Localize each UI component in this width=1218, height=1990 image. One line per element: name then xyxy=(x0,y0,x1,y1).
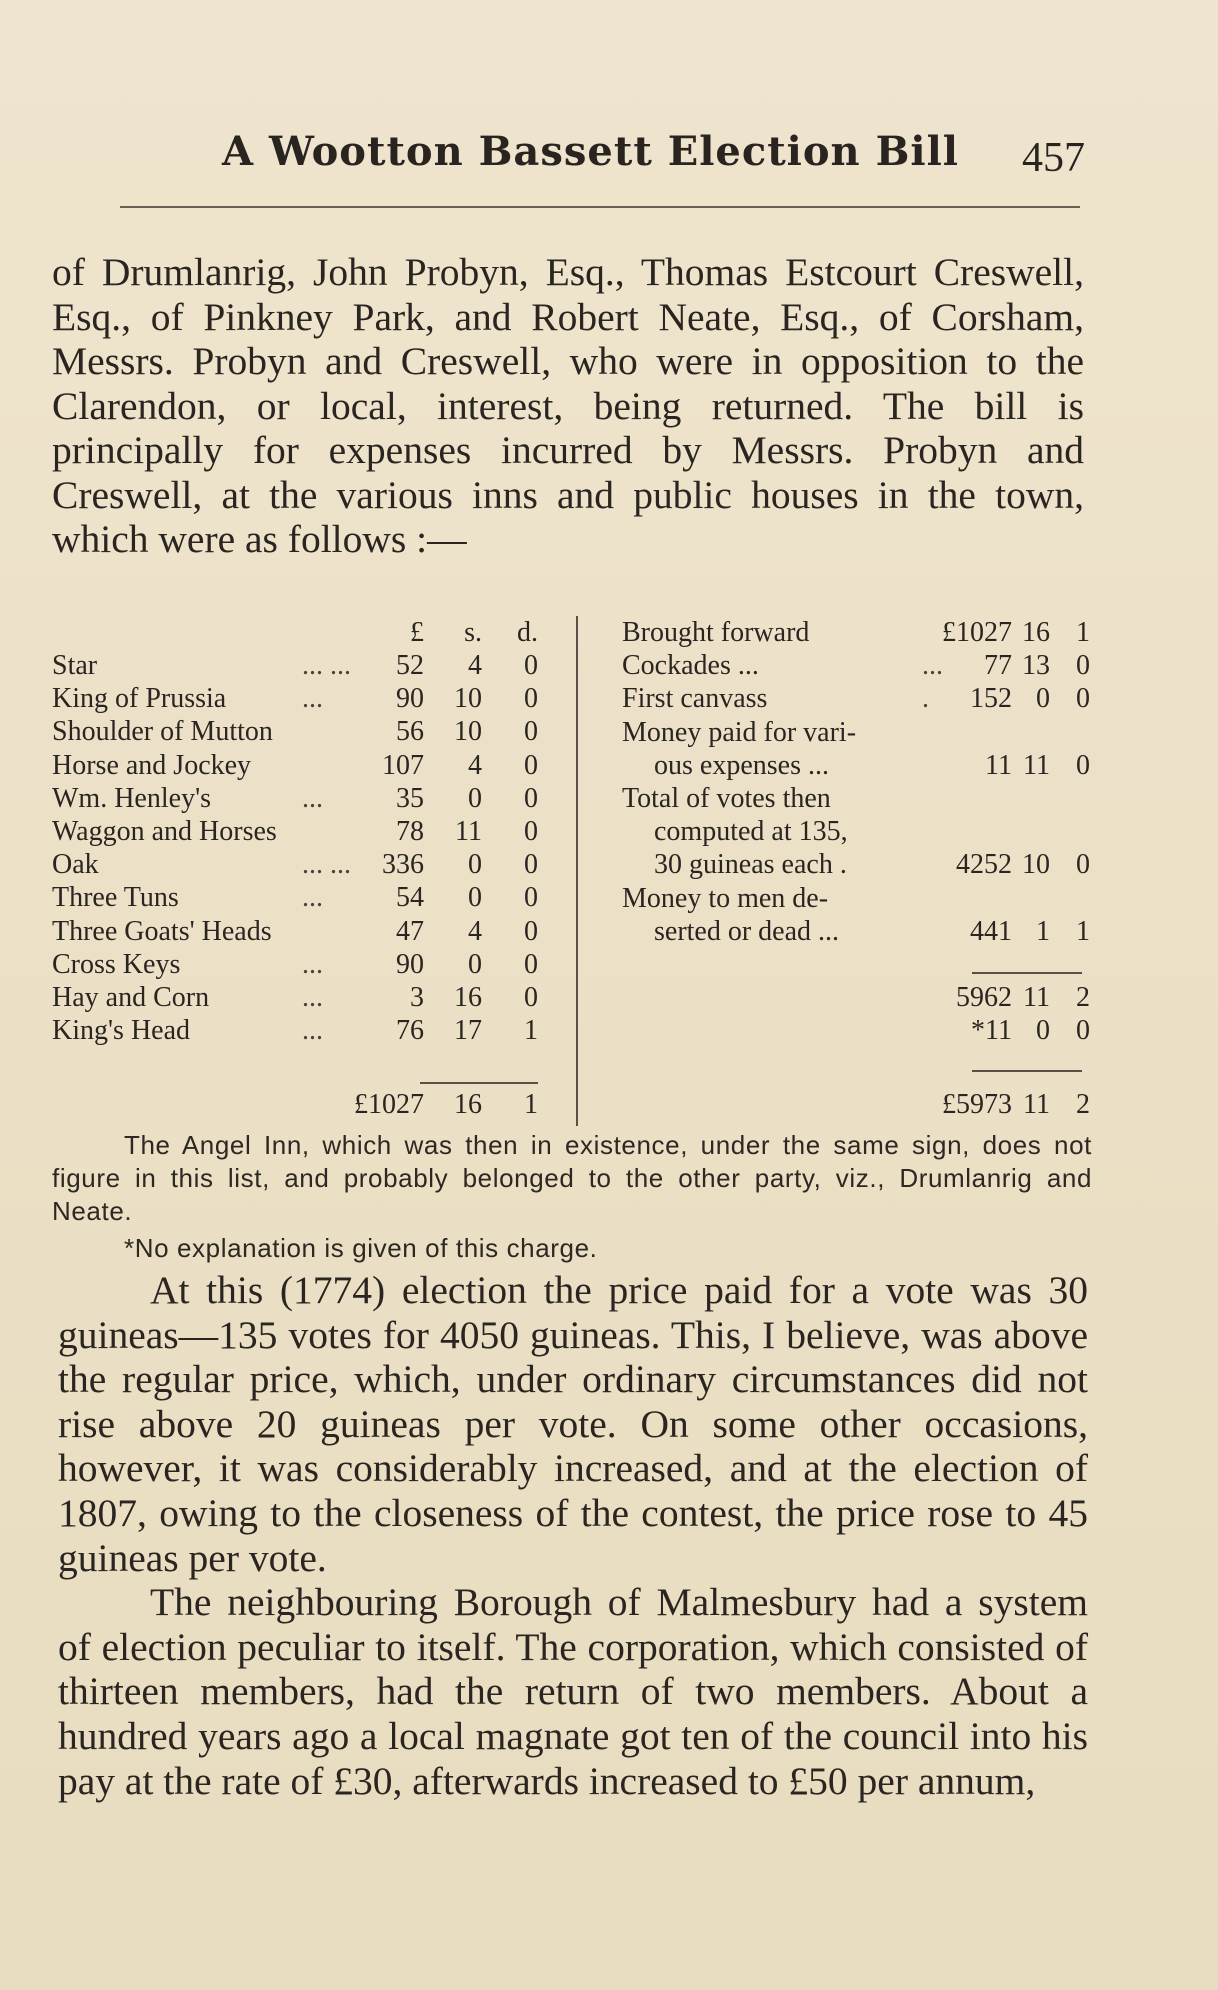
pounds-header: £ xyxy=(410,617,424,648)
pence-header: d. xyxy=(517,617,538,648)
leader-dots: ... ... xyxy=(302,849,351,881)
entry-pounds: 5962 xyxy=(956,982,1012,1014)
entry-shillings: 13 xyxy=(1022,650,1050,682)
entry-pence: 1 xyxy=(524,1015,538,1047)
entry-pounds: 107 xyxy=(382,749,424,781)
entry-name: Star xyxy=(52,650,98,681)
entry-shillings: 0 xyxy=(468,882,482,914)
entry-shillings: 16 xyxy=(454,982,482,1013)
entry-pence: 0 xyxy=(1076,749,1090,781)
entry-name: serted or dead ... xyxy=(654,915,840,947)
entry-name: computed at 135, xyxy=(654,816,848,848)
entry-pence: 0 xyxy=(1076,650,1090,682)
left-total-row xyxy=(52,1088,552,1121)
entry-name: Money paid for vari- xyxy=(622,716,857,748)
page-number: 457 xyxy=(1022,135,1085,181)
entry-shillings: 10 xyxy=(454,716,482,748)
entry-shillings: 11 xyxy=(455,816,482,847)
entry-name: First canvass xyxy=(622,683,768,715)
entry-pence: 1 xyxy=(1076,915,1090,947)
entry-name: 30 guineas each . xyxy=(654,849,847,881)
entry-pence: 0 xyxy=(524,849,538,881)
entry-pounds: 76 xyxy=(396,1015,424,1047)
entry-name: Waggon and Horses xyxy=(52,816,277,847)
entry-pounds: 336 xyxy=(382,849,424,881)
entry-shillings: 4 xyxy=(468,749,482,781)
entry-pence: 0 xyxy=(524,683,538,715)
entry-shillings: 17 xyxy=(454,1015,482,1047)
entry-pence: 0 xyxy=(524,982,538,1013)
ledger-row xyxy=(52,915,552,948)
right-sum-rule-1 xyxy=(972,972,1082,974)
entry-pence: 1 xyxy=(1076,617,1090,648)
right-total-pounds: £5973 xyxy=(942,1089,1012,1120)
ledger-row xyxy=(622,815,1092,848)
entry-name: Horse and Jockey xyxy=(52,749,252,781)
left-total-pence: 1 xyxy=(524,1089,538,1120)
entry-pounds: 47 xyxy=(396,915,424,947)
entry-name: Cross Keys xyxy=(52,948,181,980)
entry-pence: 0 xyxy=(524,782,538,814)
ledger-row xyxy=(52,749,552,782)
ledger-row xyxy=(52,815,552,848)
entry-shillings: 0 xyxy=(468,782,482,814)
leader-dots: ... xyxy=(302,982,323,1013)
entry-pence: 0 xyxy=(1076,683,1090,715)
shillings-header: s. xyxy=(464,617,482,648)
right-sum-rule-2 xyxy=(972,1070,1082,1072)
entry-shillings: 1 xyxy=(1036,915,1050,947)
entry-pounds: 152 xyxy=(970,683,1012,715)
entry-pounds: 90 xyxy=(396,683,424,715)
entry-pence: 0 xyxy=(524,749,538,781)
leader-dots: ... xyxy=(922,650,943,682)
paragraph-malmesbury: The neighbouring Borough of Malmesbury had a system of election peculiar to itself. The corporation, which consisted of thirteen members, had the return of two members. About a hundred years ago a local magnate got ten of the council into his pay at the rate of £30, afterwards increased to £50 per annum, xyxy=(58,1580,1088,1803)
entry-name: ous expenses ... xyxy=(654,749,829,781)
entry-pence: 2 xyxy=(1076,982,1090,1014)
left-total-shillings: 16 xyxy=(454,1089,482,1120)
entry-pence: 0 xyxy=(524,882,538,914)
entry-name: Three Tuns xyxy=(52,882,179,914)
right-total-pence: 2 xyxy=(1076,1089,1090,1120)
right-total-shillings: 11 xyxy=(1023,1089,1050,1120)
ledger-row xyxy=(622,649,1092,682)
leader-dots: ... xyxy=(302,948,323,980)
ledger-row xyxy=(622,915,1092,948)
ledger-row xyxy=(52,715,552,748)
left-total-pounds: £1027 xyxy=(354,1089,424,1120)
entry-name: King's Head xyxy=(52,1015,191,1047)
leader-dots: ... xyxy=(302,683,323,715)
entry-pence: 0 xyxy=(1076,1015,1090,1047)
entry-pounds: 77 xyxy=(984,650,1012,682)
ledger-row xyxy=(52,682,552,715)
entry-pounds: *11 xyxy=(971,1015,1012,1047)
entry-name: Cockades ... xyxy=(622,650,759,682)
entry-pounds: 35 xyxy=(396,782,424,814)
entry-name: King of Prussia xyxy=(52,683,227,715)
entry-shillings: 11 xyxy=(1023,982,1050,1014)
ledger-row xyxy=(622,682,1092,715)
leader-dots: ... xyxy=(302,1015,323,1047)
ledger-row xyxy=(52,981,552,1014)
ledger-row xyxy=(622,782,1092,815)
entry-pounds: 56 xyxy=(396,716,424,748)
entry-pence: 0 xyxy=(524,816,538,847)
leader-dots: ... ... xyxy=(302,650,351,681)
ledger-row xyxy=(622,981,1092,1014)
ledger-row xyxy=(52,881,552,914)
ledger-row xyxy=(622,616,1092,649)
leader-dots: ... xyxy=(302,782,323,814)
entry-pounds: 11 xyxy=(985,749,1012,781)
entry-name: Oak xyxy=(52,849,99,881)
ledger-row xyxy=(622,716,1092,749)
entry-pence: 0 xyxy=(524,915,538,947)
ledger-row xyxy=(622,848,1092,881)
left-sum-rule xyxy=(420,1082,538,1084)
ledger-row xyxy=(52,1014,552,1047)
entry-shillings: 4 xyxy=(468,915,482,947)
column-divider xyxy=(576,616,578,1126)
header-rule xyxy=(120,206,1080,208)
ledger-row xyxy=(52,649,552,682)
entry-shillings: 11 xyxy=(1023,749,1050,781)
intro-paragraph: of Drumlanrig, John Probyn, Esq., Thomas Estcourt Creswell, Esq., of Pinkney Park, and Robert Neate, Esq., of Corsham, Messrs. Probyn and Creswell, who were in opposition to the Clarendon, or local, interest, being returned. The bill is principally for expenses incurred by Messrs. Probyn and Creswell, at the various inns and public houses in the town, which were as follows :— xyxy=(52,250,1084,561)
entry-pounds: 54 xyxy=(396,882,424,914)
entry-shillings: 10 xyxy=(1022,849,1050,881)
entry-shillings: 16 xyxy=(1022,617,1050,648)
entry-shillings: 0 xyxy=(1036,1015,1050,1047)
entry-pounds: 78 xyxy=(396,816,424,847)
right-total-row xyxy=(622,1088,1092,1121)
ledger-header-row xyxy=(52,616,552,649)
asterisk-note: *No explanation is given of this charge. xyxy=(124,1233,598,1263)
entry-pence: 0 xyxy=(524,948,538,980)
leader-dots: . xyxy=(922,683,929,715)
entry-pence: 0 xyxy=(1076,849,1090,881)
running-head: A Wootton Bassett Election Bill xyxy=(222,128,959,175)
entry-name: Brought forward xyxy=(622,617,810,648)
entry-shillings: 0 xyxy=(468,849,482,881)
ledger-row xyxy=(52,782,552,815)
entry-name: Three Goats' Heads xyxy=(52,915,272,947)
ledger-row xyxy=(622,882,1092,915)
ledger-row xyxy=(622,749,1092,782)
entry-name: Wm. Henley's xyxy=(52,782,212,814)
entry-pounds: 4252 xyxy=(956,849,1012,881)
ledger-row xyxy=(622,948,1092,981)
election-bill-ledger xyxy=(52,616,1092,1126)
entry-shillings: 0 xyxy=(468,948,482,980)
entry-name: Total of votes then xyxy=(622,783,831,814)
entry-name: Money to men de- xyxy=(622,882,829,914)
angel-inn-note: The Angel Inn, which was then in existence, under the same sign, does not figure in this list, and probably belonged to the other party, viz., Drumlanrig and Neate. xyxy=(52,1130,1092,1226)
entry-pounds: 3 xyxy=(410,982,424,1013)
leader-dots: ... xyxy=(302,882,323,914)
entry-shillings: 4 xyxy=(468,650,482,681)
body-text xyxy=(58,1268,1088,1803)
entry-name: Shoulder of Mutton xyxy=(52,716,273,748)
entry-name: Hay and Corn xyxy=(52,982,210,1013)
entry-pounds: 441 xyxy=(970,915,1012,947)
paragraph-election-price: At this (1774) election the price paid for a vote was 30 guineas—135 votes for 4050 guineas. This, I believe, was above the regular price, which, under ordinary circumstances did not rise above 20 guineas per vote. On some other occasions, however, it was considerably increased, and at the election of 1807, owing to the closeness of the contest, the price rose to 45 guineas per vote. xyxy=(58,1268,1088,1580)
entry-shillings: 10 xyxy=(454,683,482,715)
entry-pence: 0 xyxy=(524,716,538,748)
entry-pounds: 52 xyxy=(396,650,424,681)
entry-shillings: 0 xyxy=(1036,683,1050,715)
entry-pounds: £1027 xyxy=(942,617,1012,648)
entry-pence: 0 xyxy=(524,650,538,681)
entry-pounds: 90 xyxy=(396,948,424,980)
ledger-row xyxy=(52,848,552,881)
ledger-row xyxy=(52,948,552,981)
ledger-row xyxy=(622,1014,1092,1047)
